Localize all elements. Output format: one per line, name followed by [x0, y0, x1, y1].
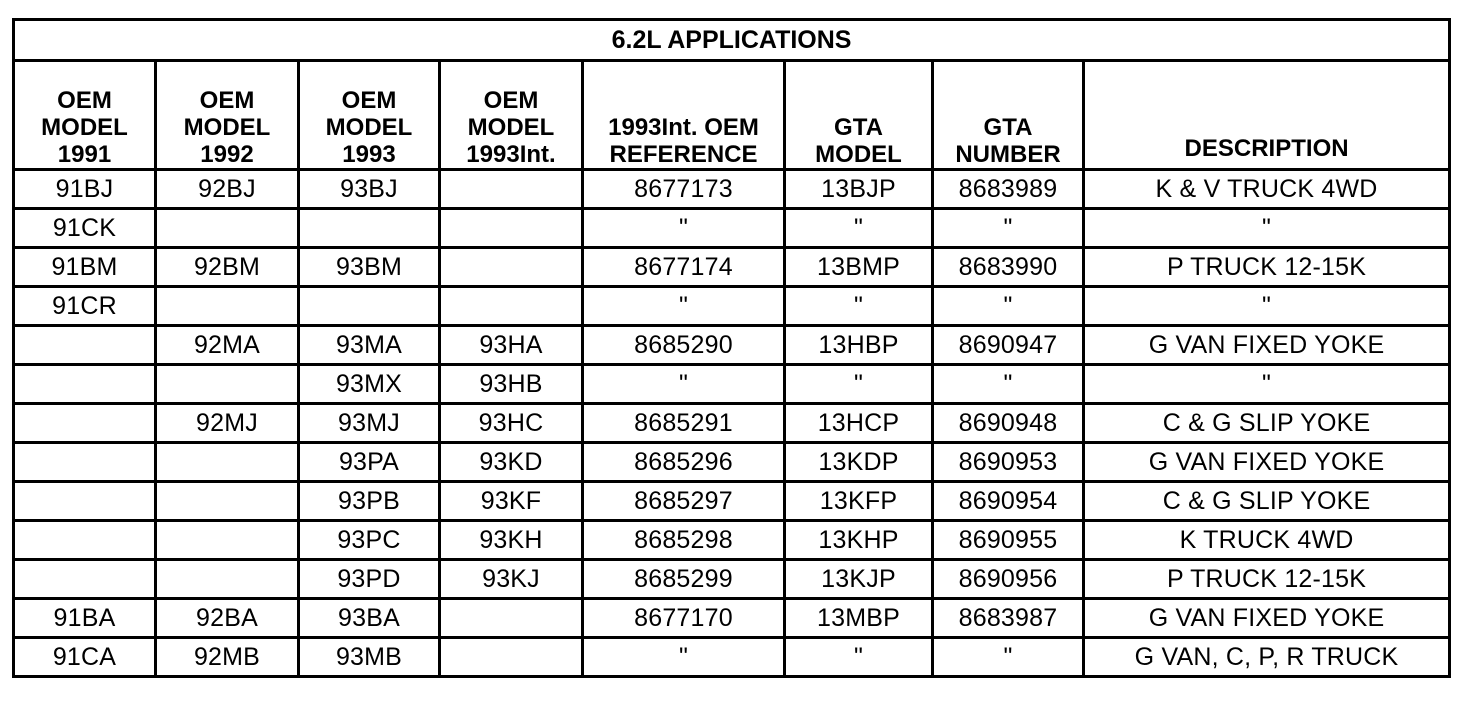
table-row [14, 326, 1450, 365]
column-header [583, 61, 785, 170]
column-header [440, 61, 583, 170]
table-cell: 8685296 [583, 443, 785, 482]
table-cell: 93MJ [299, 404, 440, 443]
table-cell: 93KD [440, 443, 583, 482]
table-cell: " [583, 638, 785, 677]
column-header-line: MODEL [325, 114, 413, 141]
table-cell: K TRUCK 4WD [1084, 521, 1450, 560]
table-cell: 93KF [440, 482, 583, 521]
table-cell [440, 287, 583, 326]
column-header-line: 1993Int. OEM [608, 114, 759, 141]
column-header-line: OEM [199, 87, 255, 114]
table-cell: 93HC [440, 404, 583, 443]
table-cell: 92MJ [156, 404, 299, 443]
table-cell: 13KHP [785, 521, 933, 560]
table-cell: 93MB [299, 638, 440, 677]
table-cell: 92BM [156, 248, 299, 287]
table-cell: 8677173 [583, 170, 785, 209]
table-cell: " [583, 365, 785, 404]
table-cell [440, 209, 583, 248]
table-cell: " [933, 209, 1084, 248]
column-header-line: OEM [483, 87, 539, 114]
table-cell: 13KJP [785, 560, 933, 599]
table-cell: 92BJ [156, 170, 299, 209]
table-cell: " [1084, 365, 1450, 404]
table-row [14, 560, 1450, 599]
column-header-line: DESCRIPTION [1184, 135, 1349, 162]
table-cell: G VAN FIXED YOKE [1084, 599, 1450, 638]
table-cell: 8685291 [583, 404, 785, 443]
column-header [933, 61, 1084, 170]
table-title: 6.2L APPLICATIONS [14, 20, 1450, 61]
table-cell: G VAN, C, P, R TRUCK [1084, 638, 1450, 677]
column-header [156, 61, 299, 170]
table-cell: 92BA [156, 599, 299, 638]
table-cell [156, 521, 299, 560]
column-header-line: MODEL [183, 114, 271, 141]
table-cell: 8690947 [933, 326, 1084, 365]
applications-table [12, 18, 1451, 678]
column-header-line: OEM [57, 87, 112, 114]
table-cell [299, 209, 440, 248]
table-row [14, 638, 1450, 677]
column-header-line: 1993Int. [466, 141, 556, 168]
table-cell: 13KFP [785, 482, 933, 521]
table-cell: " [785, 287, 933, 326]
table-cell [14, 326, 156, 365]
table-cell [440, 599, 583, 638]
column-header [299, 61, 440, 170]
table-cell [14, 404, 156, 443]
column-header-line: 1993 [342, 141, 396, 168]
table-cell: 13HCP [785, 404, 933, 443]
table-cell: " [1084, 287, 1450, 326]
table-cell: 8677174 [583, 248, 785, 287]
table-cell: 93PD [299, 560, 440, 599]
table-row [14, 404, 1450, 443]
table-cell: P TRUCK 12-15K [1084, 248, 1450, 287]
column-header-line: 1992 [200, 141, 254, 168]
table-cell: 93KJ [440, 560, 583, 599]
table-cell: 93KH [440, 521, 583, 560]
table-cell [440, 248, 583, 287]
table-cell [14, 482, 156, 521]
table-cell: 8690954 [933, 482, 1084, 521]
table-cell: 8683990 [933, 248, 1084, 287]
table-cell: " [933, 638, 1084, 677]
table-cell: " [583, 209, 785, 248]
table-cell: " [1084, 209, 1450, 248]
column-header [1084, 61, 1450, 170]
column-header-line: GTA [983, 114, 1033, 141]
table-cell: 91BM [14, 248, 156, 287]
table-cell: 91BJ [14, 170, 156, 209]
table-cell: 91BA [14, 599, 156, 638]
table-cell: 8685297 [583, 482, 785, 521]
table-cell: 8683989 [933, 170, 1084, 209]
column-header [785, 61, 933, 170]
table-cell: 91CA [14, 638, 156, 677]
table-cell: " [933, 365, 1084, 404]
column-header-line: OEM [341, 87, 397, 114]
table-cell: 91CK [14, 209, 156, 248]
table-cell: G VAN FIXED YOKE [1084, 443, 1450, 482]
table-cell: 93BJ [299, 170, 440, 209]
table-cell: 8685298 [583, 521, 785, 560]
table-cell: 92MB [156, 638, 299, 677]
column-header-line: MODEL [41, 114, 128, 141]
column-header-line: REFERENCE [609, 141, 758, 168]
table-cell: " [785, 209, 933, 248]
table-cell: 8677170 [583, 599, 785, 638]
table-row [14, 521, 1450, 560]
table-cell [156, 560, 299, 599]
table-cell: 8690955 [933, 521, 1084, 560]
table-cell: 8690956 [933, 560, 1084, 599]
table-cell [156, 209, 299, 248]
table-cell: 13KDP [785, 443, 933, 482]
table-row [14, 443, 1450, 482]
table-row [14, 170, 1450, 209]
table-cell: C & G SLIP YOKE [1084, 482, 1450, 521]
table-cell: 13HBP [785, 326, 933, 365]
table-row [14, 365, 1450, 404]
table-row [14, 287, 1450, 326]
table-row [14, 599, 1450, 638]
column-header-line: GTA [834, 114, 883, 141]
column-header-line: 1991 [57, 141, 112, 168]
table-cell: 91CR [14, 287, 156, 326]
table-cell: 93BM [299, 248, 440, 287]
table-cell [156, 443, 299, 482]
table-cell: 8683987 [933, 599, 1084, 638]
table-cell: 13BJP [785, 170, 933, 209]
column-header [14, 61, 156, 170]
table-cell [156, 287, 299, 326]
table-cell [440, 170, 583, 209]
table-row [14, 248, 1450, 287]
table-cell: " [785, 638, 933, 677]
table-cell [14, 560, 156, 599]
table-cell: 93PB [299, 482, 440, 521]
table-cell: 13MBP [785, 599, 933, 638]
table-cell: " [785, 365, 933, 404]
table-cell: 8685299 [583, 560, 785, 599]
table-cell [156, 482, 299, 521]
table-cell: C & G SLIP YOKE [1084, 404, 1450, 443]
table-cell: 93BA [299, 599, 440, 638]
table-row [14, 209, 1450, 248]
table-cell: 8690953 [933, 443, 1084, 482]
table-cell: 93HB [440, 365, 583, 404]
table-cell [14, 521, 156, 560]
table-cell: 93MX [299, 365, 440, 404]
table-row [14, 482, 1450, 521]
table-cell: 8690948 [933, 404, 1084, 443]
table-cell: 93MA [299, 326, 440, 365]
column-header-line: MODEL [815, 141, 902, 168]
table-cell: 93PC [299, 521, 440, 560]
column-header-line: MODEL [467, 114, 555, 141]
table-cell: 93PA [299, 443, 440, 482]
table-cell: 92MA [156, 326, 299, 365]
table-cell [299, 287, 440, 326]
table-cell: 13BMP [785, 248, 933, 287]
table-cell: 93HA [440, 326, 583, 365]
table-cell [14, 365, 156, 404]
table-cell: 8685290 [583, 326, 785, 365]
column-header-line: NUMBER [955, 141, 1061, 168]
table-cell: " [583, 287, 785, 326]
table-cell [156, 365, 299, 404]
table-cell: G VAN FIXED YOKE [1084, 326, 1450, 365]
table-cell [14, 443, 156, 482]
table-cell: P TRUCK 12-15K [1084, 560, 1450, 599]
table-cell: " [933, 287, 1084, 326]
table-cell [440, 638, 583, 677]
table-cell: K & V TRUCK 4WD [1084, 170, 1450, 209]
